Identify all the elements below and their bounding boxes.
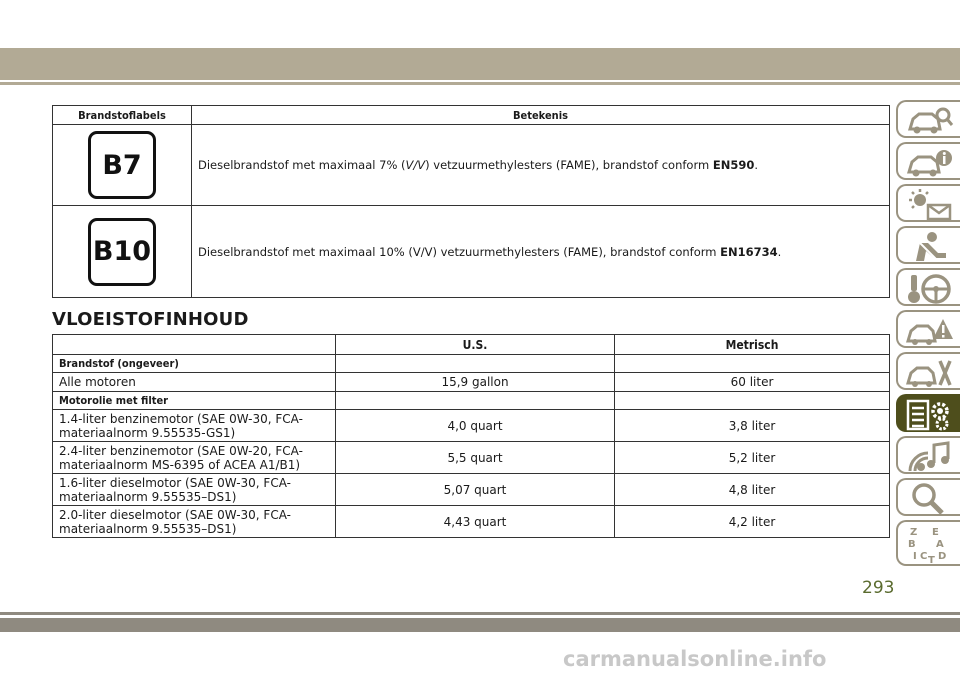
us-value: 4,43 quart xyxy=(336,506,615,538)
footer-rule xyxy=(0,612,960,615)
tab-vehicle-info[interactable] xyxy=(896,142,960,180)
specifications-gear-icon xyxy=(906,399,954,431)
index-letter: I xyxy=(913,551,917,562)
row-label: 1.6-liter dieselmotor (SAE 0W-30, FCA- materiaalnorm 9.55535–DS1) xyxy=(53,474,336,506)
table-row xyxy=(53,373,890,392)
index-letter: Z xyxy=(910,527,918,538)
table-group-row xyxy=(53,355,890,373)
car-breakdown-warning-icon xyxy=(906,315,954,347)
tab-multimedia[interactable] xyxy=(896,436,960,474)
header-band xyxy=(0,48,960,80)
tab-customer-assistance[interactable] xyxy=(896,478,960,516)
index-letter: A xyxy=(936,539,944,550)
index-letter: B xyxy=(908,539,916,550)
fuel-description: Dieselbrandstof met maximaal 10% (V/V) vetzuurmethylesters (FAME), brandstof conform EN16734. xyxy=(192,206,890,298)
table-group-row xyxy=(53,392,890,410)
column-header-fuel-labels: Brandstoflabels xyxy=(53,106,192,125)
metric-value: 60 liter xyxy=(615,373,890,392)
tab-getting-to-know-vehicle[interactable] xyxy=(896,100,960,138)
group-label: Brandstof (ongeveer) xyxy=(53,355,336,373)
column-header-us: U.S. xyxy=(336,335,615,355)
group-label: Motorolie met filter xyxy=(53,392,336,410)
column-header-blank xyxy=(53,335,336,355)
multimedia-signal-icon xyxy=(906,441,954,473)
us-value: 15,9 gallon xyxy=(336,373,615,392)
tab-starting-operating[interactable] xyxy=(896,268,960,306)
row-label: 2.4-liter benzinemotor (SAE 0W-20, FCA- materiaalnorm MS-6395 of ACEA A1/B1) xyxy=(53,442,336,474)
row-label: 1.4-liter benzinemotor (SAE 0W-30, FCA- materiaalnorm 9.55535-GS1) xyxy=(53,410,336,442)
metric-value: 5,2 liter xyxy=(615,442,890,474)
table-header-row xyxy=(53,335,890,355)
table-row xyxy=(53,410,890,442)
tab-index[interactable] xyxy=(896,520,960,566)
index-letter: D xyxy=(938,551,947,562)
magnifier-icon xyxy=(906,483,954,515)
tab-servicing-maintenance[interactable] xyxy=(896,352,960,390)
row-label: 2.0-liter dieselmotor (SAE 0W-30, FCA- materiaalnorm 9.55535–DS1) xyxy=(53,506,336,538)
alphabet-index-icon xyxy=(906,525,954,565)
footer-band xyxy=(0,618,960,632)
column-header-meaning: Betekenis xyxy=(192,106,890,125)
tab-safety[interactable] xyxy=(896,226,960,264)
us-value: 5,07 quart xyxy=(336,474,615,506)
car-info-icon xyxy=(906,147,954,179)
row-label: Alle motoren xyxy=(53,373,336,392)
index-letter: T xyxy=(928,555,935,565)
fuel-description: Dieselbrandstof met maximaal 7% (V/V) vetzuurmethylesters (FAME), brandstof conform EN590. xyxy=(192,125,890,206)
fuel-label-b7-badge: B7 xyxy=(88,131,156,199)
steering-wheel-key-icon xyxy=(906,273,954,305)
table-row xyxy=(53,442,890,474)
metric-value: 4,2 liter xyxy=(615,506,890,538)
table-row xyxy=(53,474,890,506)
header-rule xyxy=(0,82,960,85)
us-value: 4,0 quart xyxy=(336,410,615,442)
table-row xyxy=(53,206,890,298)
tab-warning-lights-messages[interactable] xyxy=(896,184,960,222)
car-search-icon xyxy=(906,105,954,137)
index-letter: E xyxy=(932,527,939,538)
warning-light-mail-icon xyxy=(906,189,954,221)
page-number: 293 xyxy=(862,578,895,598)
watermark: carmanualsonline.info xyxy=(563,647,827,671)
index-letter: C xyxy=(920,551,928,562)
table-row xyxy=(53,125,890,206)
tab-technical-specifications[interactable] xyxy=(896,394,960,432)
column-header-metric: Metrisch xyxy=(615,335,890,355)
fuel-label-table xyxy=(52,105,890,298)
table-row xyxy=(53,506,890,538)
section-title: VLOEISTOFINHOUD xyxy=(52,309,249,330)
car-wrench-icon xyxy=(906,357,954,389)
metric-value: 4,8 liter xyxy=(615,474,890,506)
fluid-capacity-table xyxy=(52,334,890,538)
fuel-label-b10-badge: B10 xyxy=(88,218,156,286)
tab-in-case-of-emergency[interactable] xyxy=(896,310,960,348)
us-value: 5,5 quart xyxy=(336,442,615,474)
table-header-row xyxy=(53,106,890,125)
metric-value: 3,8 liter xyxy=(615,410,890,442)
airbag-seat-icon xyxy=(906,231,954,263)
